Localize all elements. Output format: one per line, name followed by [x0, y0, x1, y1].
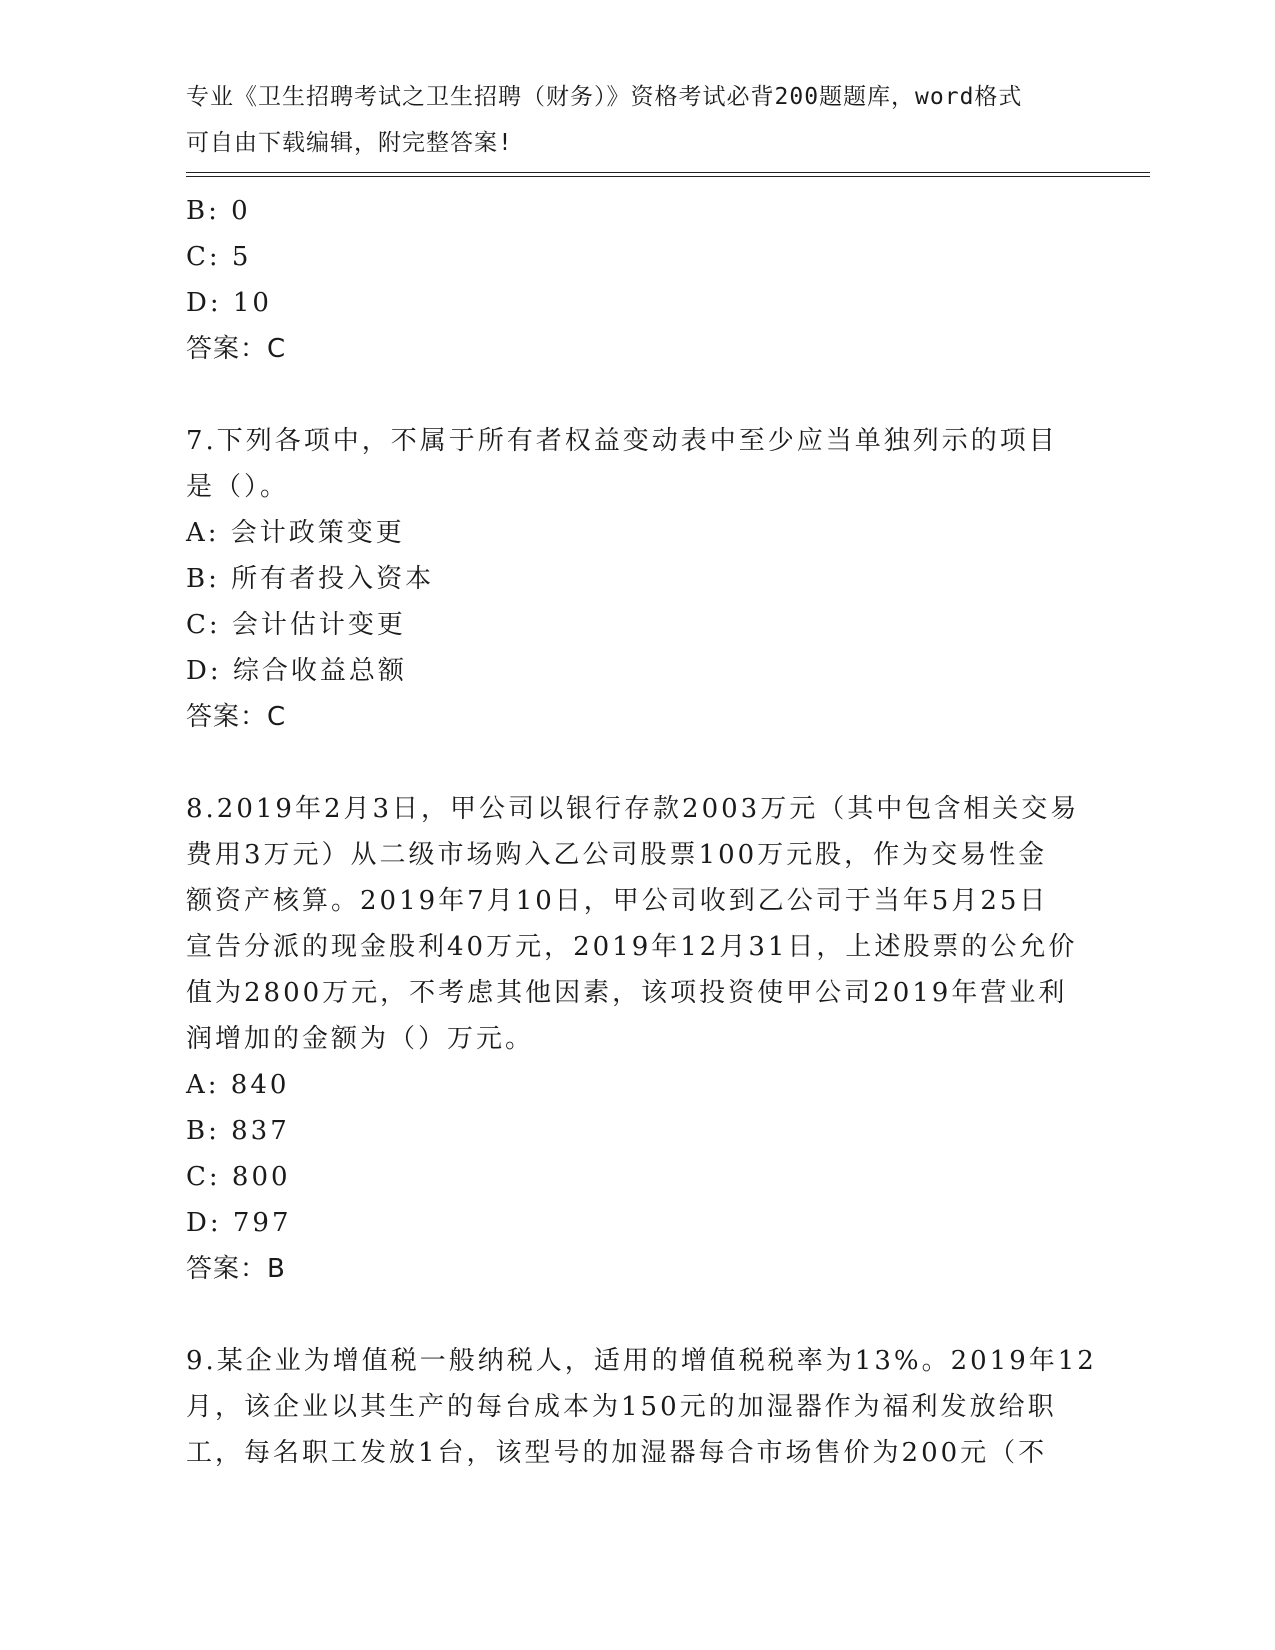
option-d: D: 综合收益总额	[186, 656, 407, 686]
document-header	[186, 74, 1066, 166]
spacer	[186, 740, 1066, 786]
question-text-line: 润增加的金额为（）万元。	[186, 1024, 535, 1054]
question-text-line: 值为2800万元，不考虑其他因素，该项投资使甲公司2019年营业利	[186, 978, 1068, 1008]
question-text-line: 8.2019年2月3日，甲公司以银行存款2003万元（其中包含相关交易	[186, 794, 1080, 824]
option-c: C: 800	[186, 1162, 291, 1192]
question-8-block	[186, 786, 1080, 1292]
question-text-line: 月，该企业以其生产的每台成本为150元的加湿器作为福利发放给职	[186, 1392, 1057, 1422]
question-text-line: 9.某企业为增值税一般纳税人，适用的增值税税率为13%。2019年12	[186, 1346, 1097, 1376]
header-divider-bottom	[186, 176, 1150, 177]
header-divider-top	[186, 172, 1150, 173]
option-b: B: 0	[186, 196, 251, 226]
header-line-2: 可自由下载编辑，附完整答案!	[186, 130, 513, 156]
question-text-line: 7.下列各项中，不属于所有者权益变动表中至少应当单独列示的项目	[186, 426, 1058, 456]
document-body	[186, 188, 1097, 1476]
question-text-line: 费用3万元）从二级市场购入乙公司股票100万元股，作为交易性金	[186, 840, 1048, 870]
answer-line: 答案：C	[186, 334, 287, 364]
option-d: D: 797	[186, 1208, 292, 1238]
spacer	[186, 1292, 1066, 1338]
question-7-block	[186, 418, 1066, 740]
option-a: A: 会计政策变更	[186, 518, 405, 548]
option-a: A: 840	[186, 1070, 290, 1100]
option-c: C: 会计估计变更	[186, 610, 406, 640]
question-text-line: 工，每名职工发放1台，该型号的加湿器每合市场售价为200元（不	[186, 1438, 1048, 1468]
question-6-block	[186, 188, 1066, 372]
option-b: B: 所有者投入资本	[186, 564, 435, 594]
spacer	[186, 372, 1066, 418]
question-text-line: 宣告分派的现金股利40万元，2019年12月31日，上述股票的公允价	[186, 932, 1078, 962]
answer-line: 答案：C	[186, 702, 287, 732]
question-text-line: 是（）。	[186, 472, 290, 502]
option-b: B: 837	[186, 1116, 290, 1146]
header-line-1: 专业《卫生招聘考试之卫生招聘（财务）》资格考试必背200题题库，word格式	[186, 84, 1023, 110]
option-d: D: 10	[186, 288, 272, 318]
question-text-line: 额资产核算。2019年7月10日，甲公司收到乙公司于当年5月25日	[186, 886, 1049, 916]
answer-line: 答案：B	[186, 1254, 286, 1284]
question-9-block	[186, 1338, 1097, 1476]
option-c: C: 5	[186, 242, 252, 272]
